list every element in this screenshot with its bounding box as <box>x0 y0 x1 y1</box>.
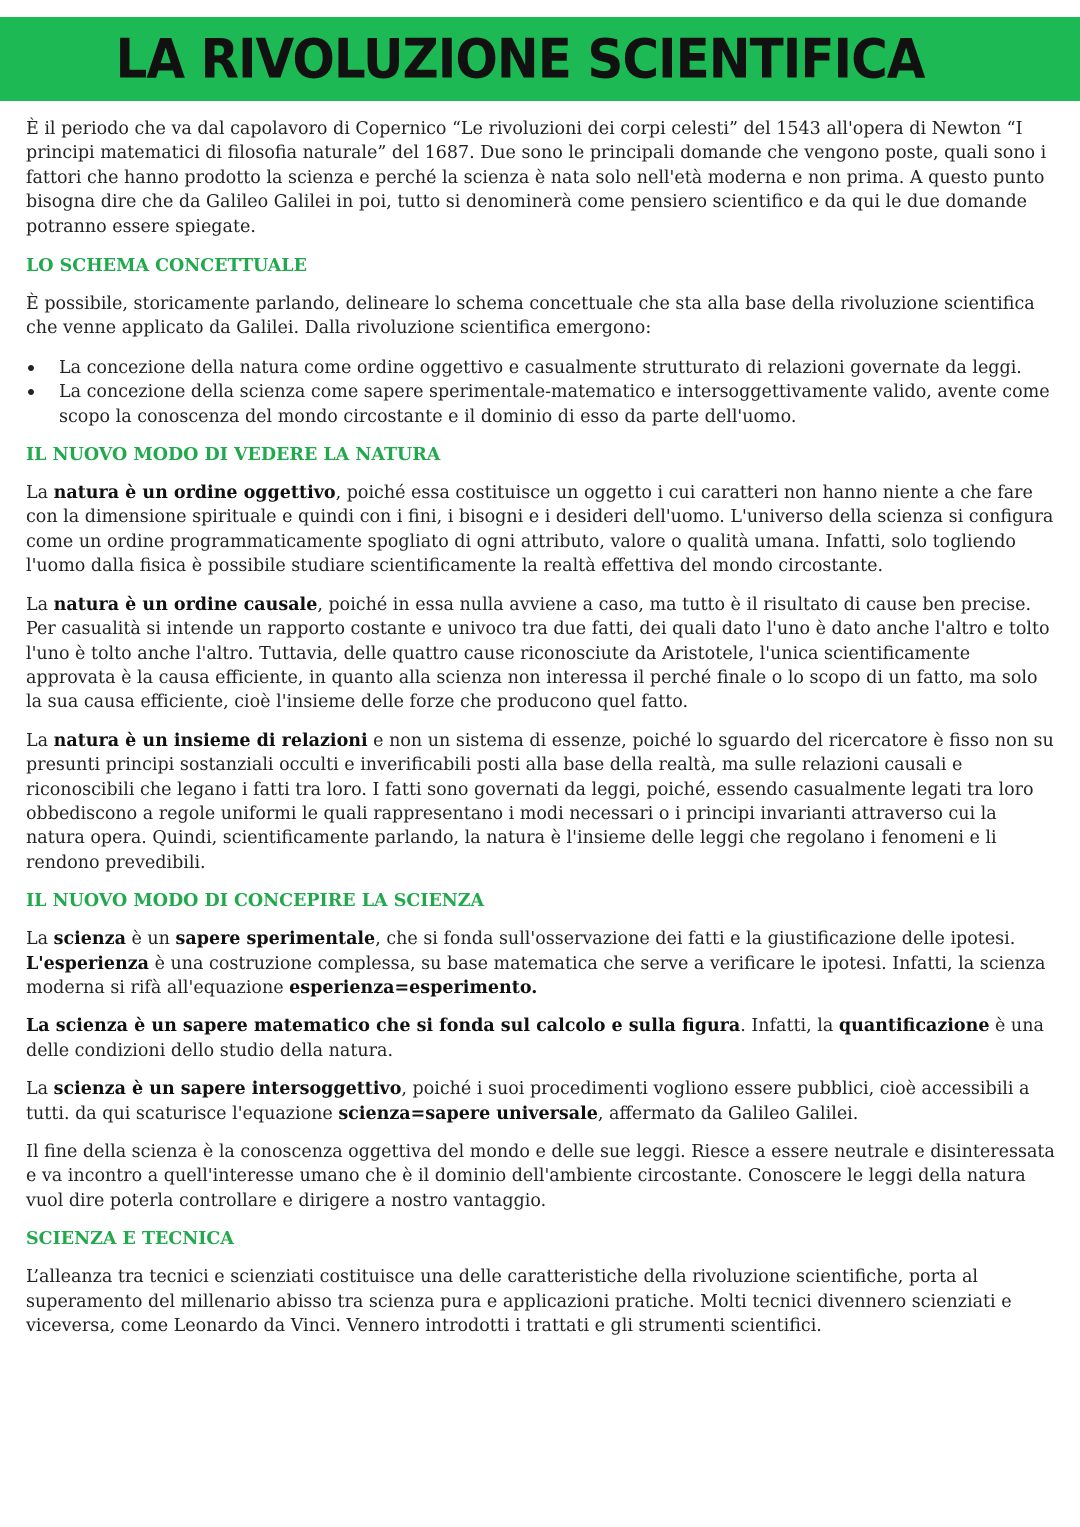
scienza-paragraph-fine: Il fine della scienza è la conoscenza oggettiva del mondo e delle sue leggi. Riesce a essere neutrale e disinteressata e va incontro a quell'interesse umano che è il dominio dell'ambiente circostante. Conoscere le leggi della natura vuol dire poterla controllare e dirigere a nostro vantaggio. <box>26 1142 1055 1211</box>
scienza-paragraph-intersoggettivo: La scienza è un sapere intersoggettivo, poiché i suoi procedimenti vogliono essere pubblici, cioè accessibili a tutti. da qui scaturisce l'equazione scienza=sapere universale, affermato da Galileo Galilei. <box>26 1079 1030 1124</box>
scienza-paragraph-sperimentale: La scienza è un sapere sperimentale, che si fonda sull'osservazione dei fatti e la giustificazione delle ipotesi. L'esperienza è una costruzione complessa, su base matematica che serve a verificare le ipotesi. Infatti, la scienza moderna si rifà all'equazione esperienza=esperimento. <box>26 929 1046 998</box>
bullet-text: La concezione della natura come ordine oggettivo e casualmente strutturato di relazioni governate da leggi. <box>59 357 1022 378</box>
bullet-text: La concezione della scienza come sapere sperimentale-matematico e intersoggettivamente valido, avente come scopo la conoscenza del mondo circostante e il dominio di esso da parte dell'uomo. <box>59 382 1050 427</box>
natura-paragraph-oggettivo: La natura è un ordine oggettivo, poiché essa costituisce un oggetto i cui caratteri non hanno niente a che fare con la dimensione spirituale e quindi con i fini, i bisogni e i desideri dell'uomo. L'universo della scienza si configura come un ordine programmaticamente spogliato di ogni attributo, valore o qualità umana. Infatti, solo togliendo l'uomo dalla fisica è possibile studiare scientificamente la realtà effettiva del mondo circostante. <box>26 483 1054 577</box>
section-heading-tecnica: SCIENZA E TECNICA <box>26 1229 234 1250</box>
schema-paragraph: È possibile, storicamente parlando, delineare lo schema concettuale che sta alla base della rivoluzione scientifica che venne applicato da Galilei. Dalla rivoluzione scientifica emergono: <box>26 294 1035 339</box>
title-banner <box>0 17 1080 101</box>
intro-paragraph: È il periodo che va dal capolavoro di Copernico “Le rivoluzioni dei corpi celesti” del 1543 all'opera di Newton “I principi matematici di filosofia naturale” del 1687. Due sono le principali domande che vengono poste, quali sono i fattori che hanno prodotto la scienza e perché la scienza è nata solo nell'età moderna e non prima. A questo punto bisogna dire che da Galileo Galilei in poi, tutto si denominerà come pensiero scientifico e da qui le due domande potranno essere spiegate. <box>26 119 1047 237</box>
list-item <box>26 380 1056 429</box>
list-item <box>26 356 1056 380</box>
page-title: LA RIVOLUZIONE SCIENTIFICA <box>115 27 925 91</box>
document-body <box>26 117 1056 1338</box>
bullet-icon <box>28 389 34 395</box>
natura-paragraph-relazioni: La natura è un insieme di relazioni e non un sistema di essenze, poiché lo sguardo del ricercatore è fisso non su presunti principi sostanziali occulti e inverificabili posti alla base della realtà, ma sulle relazioni causali e riconoscibili che legano i fatti tra loro. I fatti sono governati da leggi, poiché, essendo casualmente legati tra loro obbediscono a regole uniformi le quali rappresentano i modi necessari o i principi invarianti attraverso cui la natura opera. Quindi, scientificamente parlando, la natura è l'insieme delle leggi che regolano i fenomeni e li rendono prevedibili. <box>26 730 1054 873</box>
section-heading-scienza: IL NUOVO MODO DI CONCEPIRE LA SCIENZA <box>26 891 485 912</box>
natura-paragraph-causale: La natura è un ordine causale, poiché in essa nulla avviene a caso, ma tutto è il risultato di cause ben precise. Per casualità si intende un rapporto costante e univoco tra due fatti, dei quali dato l'uno è dato anche l'altro e tolto l'uno è tolto anche l'altro. Tuttavia, delle quattro cause riconosciute da Aristotele, l'unica scientificamente approvata è la causa efficiente, in quanto alla scienza non interessa il perché finale o lo scopo di un fatto, ma solo la sua causa efficiente, cioè l'insieme delle forze che producono quel fatto. <box>26 594 1050 713</box>
section-heading-schema: LO SCHEMA CONCETTUALE <box>26 256 307 277</box>
scienza-paragraph-matematico: La scienza è un sapere matematico che si fonda sul calcolo e sulla figura. Infatti, la quantificazione è una delle condizioni dello studio della natura. <box>26 1016 1044 1061</box>
tecnica-paragraph: L’alleanza tra tecnici e scienziati costituisce una delle caratteristiche della rivoluzione scientifiche, porta al superamento del millenario abisso tra scienza pura e applicazioni pratiche. Molti tecnici divennero scienziati e viceversa, come Leonardo da Vinci. Vennero introdotti i trattati e gli strumenti scientifici. <box>26 1267 1012 1337</box>
schema-bullet-list <box>26 356 1056 429</box>
bullet-icon <box>28 365 34 371</box>
section-heading-natura: IL NUOVO MODO DI VEDERE LA NATURA <box>26 445 441 466</box>
